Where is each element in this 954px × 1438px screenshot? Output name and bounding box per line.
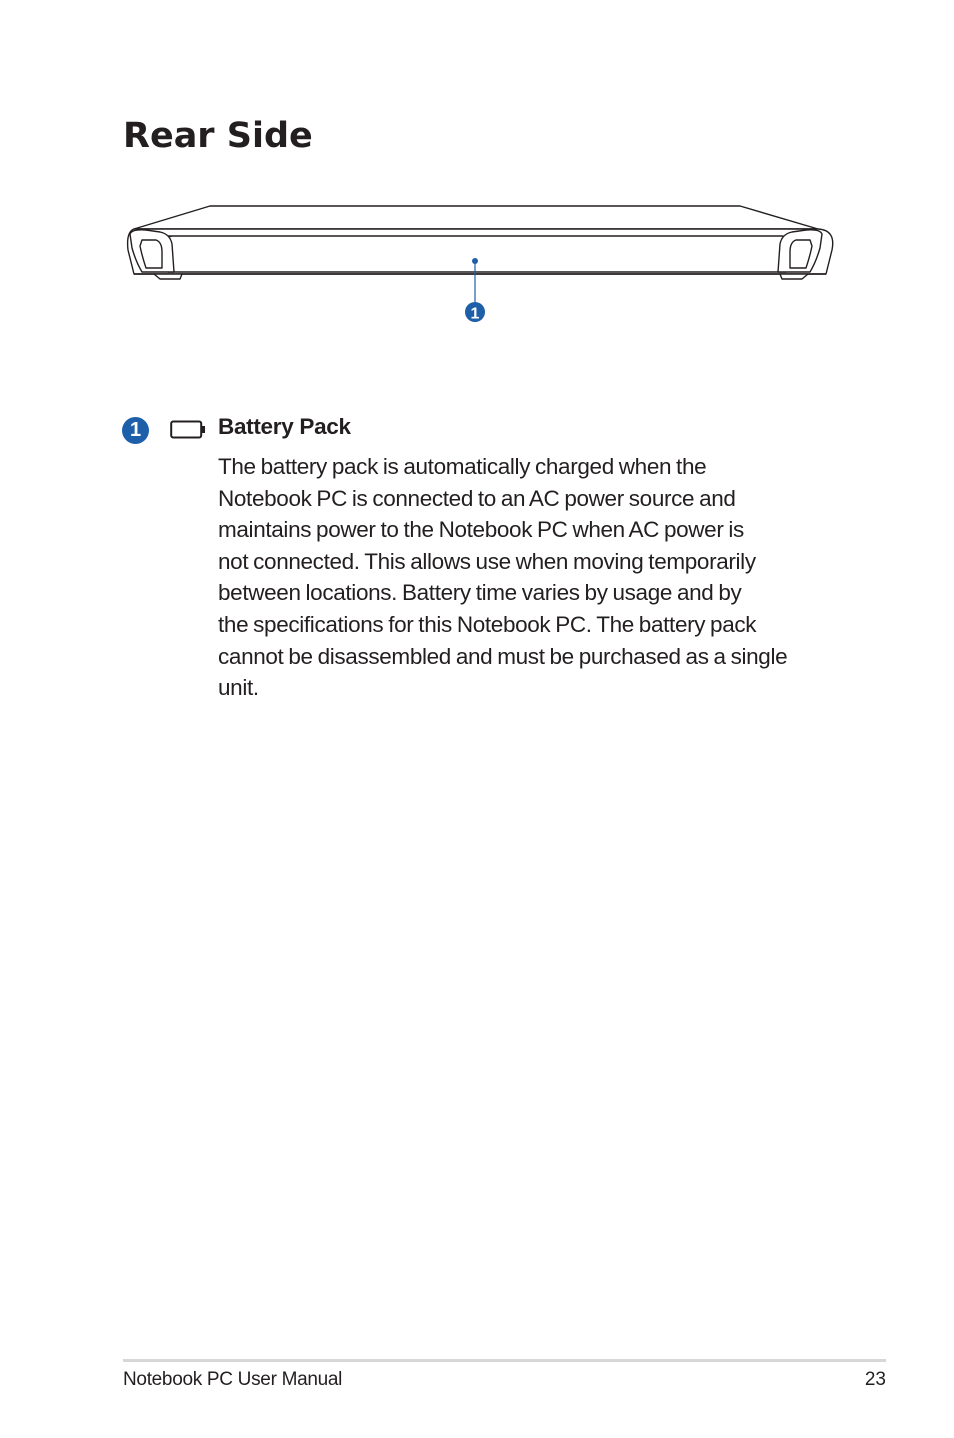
lid-outline (134, 206, 818, 229)
description-line: The battery pack is automatically charged when the (218, 454, 707, 479)
description-line: the specifications for this Notebook PC. The battery pack (218, 611, 757, 637)
callout-number: 1 (470, 305, 480, 323)
description-line: unit. (218, 675, 259, 701)
page-title: Rear Side (123, 116, 313, 156)
description-line: maintains power to the Notebook PC when AC power is (218, 517, 744, 543)
notebook-rear-view-illustration (120, 196, 840, 331)
footer-page-number: 23 (864, 1369, 886, 1390)
description-line: not connected. This allows use when moving temporarily (218, 548, 756, 574)
item-number-badge: 1 (122, 417, 149, 444)
description-line: between locations. Battery time varies by usage and by (218, 580, 742, 606)
battery-pack-description (218, 451, 848, 704)
battery-bay-outline (168, 236, 786, 272)
callout-dot (472, 258, 478, 264)
footer-manual-title: Notebook PC User Manual (123, 1369, 343, 1390)
footer-divider (123, 1359, 886, 1362)
description-line: Notebook PC is connected to an AC power source and (218, 485, 736, 511)
battery-pack-heading: Battery Pack (218, 414, 351, 439)
right-foot (780, 274, 808, 279)
description-line: cannot be disassembled and must be purchased as a single (218, 643, 788, 669)
left-foot (154, 274, 182, 279)
battery-icon (170, 420, 206, 440)
